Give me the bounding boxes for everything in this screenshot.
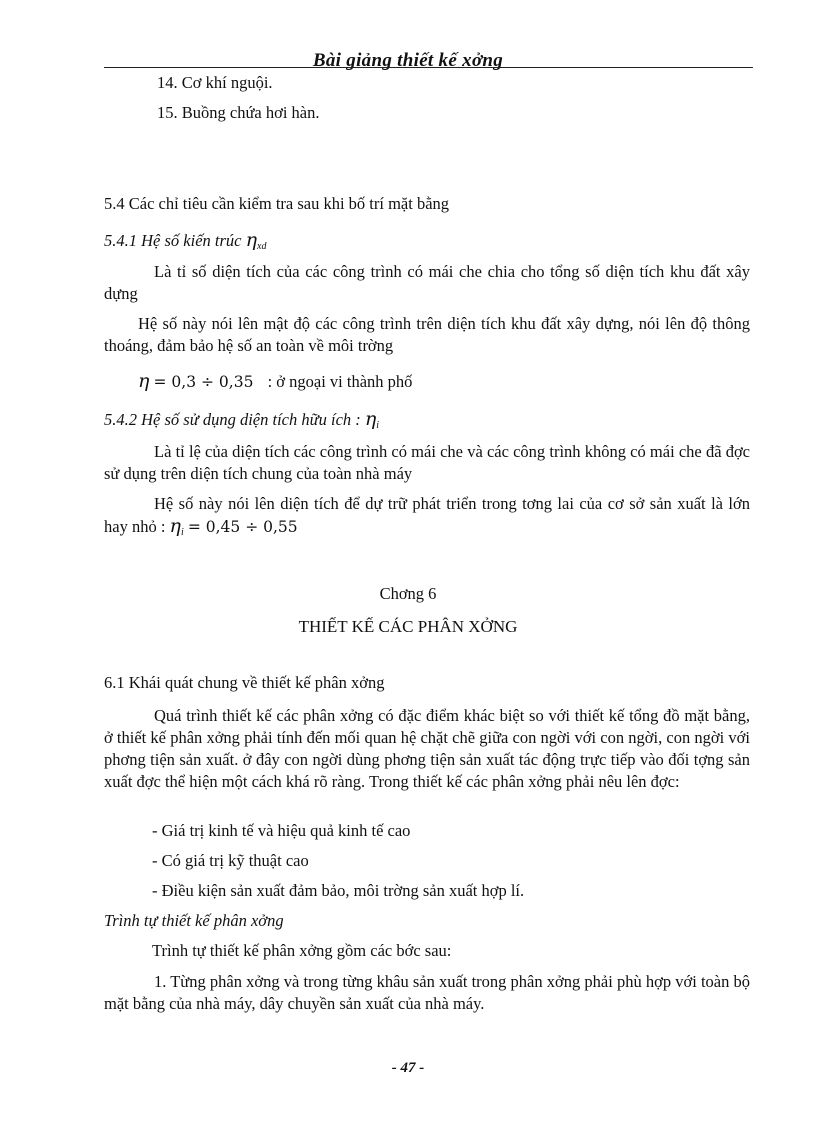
formula-value: = 0,3 ÷ 0,35 (153, 373, 254, 391)
eta-symbol: η (138, 370, 150, 392)
eta-symbol: η (364, 408, 377, 430)
formula (138, 370, 412, 392)
symbol-subscript: i (180, 527, 184, 538)
list-item: 15. Buồng chứa hơi hàn. (157, 103, 320, 122)
subsection-heading: Trình tự thiết kế phân xởng (104, 911, 284, 930)
paragraph-text: Hệ số này nói lên diện tích để dự trữ phát triển trong tơng lai của cơ sở sản xuất là lớn hay nhỏ : (104, 494, 750, 536)
bullet-item: - Giá trị kinh tế và hiệu quả kinh tế cao (152, 821, 411, 840)
formula-note: : ở ngoại vi thành phố (267, 372, 413, 391)
paragraph: Hệ số này nói lên mật độ các công trình trên diện tích khu đất xây dựng, nói lên độ thông thoáng, đảm bảo hệ số an toàn về môi trờng (104, 314, 750, 355)
paragraph: Là tỉ lệ của diện tích các công trình có mái che và các công trình không có mái che đã đợc sử dụng trên diện tích chung của toàn nhà máy (104, 442, 750, 483)
running-header-title: Bài giảng thiết kế xởng (312, 50, 504, 71)
symbol-subscript: i (376, 420, 380, 431)
subsection-heading (104, 229, 266, 252)
list-item: 14. Cơ khí nguội. (157, 73, 273, 92)
page-number: - 47 - (391, 1060, 425, 1076)
section-heading: 5.4 Các chỉ tiêu cần kiểm tra sau khi bố trí mặt bằng (104, 194, 450, 213)
bullet-item: - Có giá trị kỹ thuật cao (152, 851, 309, 870)
chapter-label: Chơng 6 (379, 584, 437, 603)
symbol-subscript: xd (257, 241, 267, 252)
eta-symbol: η (169, 515, 181, 537)
paragraph (104, 493, 750, 544)
paragraph: Là tỉ số diện tích của các công trình có mái che chia cho tổng số diện tích khu đất xây dựng (104, 262, 750, 303)
bullet-item: - Điều kiện sản xuất đảm bảo, môi trờng sản xuất hợp lí. (152, 881, 525, 900)
subsection-title: 5.4.1 Hệ số kiến trúc (104, 231, 242, 250)
subsection-heading (104, 408, 379, 431)
paragraph: 1. Từng phân xởng và trong từng khâu sản xuất trong phân xởng phải phù hợp với toàn bộ mặt bằng của nhà máy, dây chuyền sản xuất của nhà máy. (104, 972, 750, 1013)
eta-symbol: η (245, 229, 257, 251)
formula-value: = 0,45 ÷ 0,55 (187, 518, 298, 536)
chapter-title: THIẾT KẾ CÁC PHÂN XỞNG (298, 617, 518, 636)
subsection-title: 5.4.2 Hệ số sử dụng diện tích hữu ích : (104, 410, 361, 429)
paragraph: Quá trình thiết kế các phân xởng có đặc điểm khác biệt so với thiết kế tổng đồ mặt bằng, ở thiết kế phân xởng phải tính đến mối quan hệ chặt chẽ giữa con ngời với con ngời, con ngời với phơng tiện sản xuất. ở đây con ngời dùng phơng tiện sản xuất tác động trực tiếp vào đối tợng sản xuất đợc thể hiện một cách khá rõ ràng. Trong thiết kế các phân xởng phải nêu lên đợc: (104, 706, 750, 791)
paragraph: Trình tự thiết kế phân xởng gồm các bớc sau: (152, 941, 452, 960)
header-rule (104, 67, 753, 68)
section-heading: 6.1 Khái quát chung về thiết kế phân xởng (104, 673, 385, 692)
